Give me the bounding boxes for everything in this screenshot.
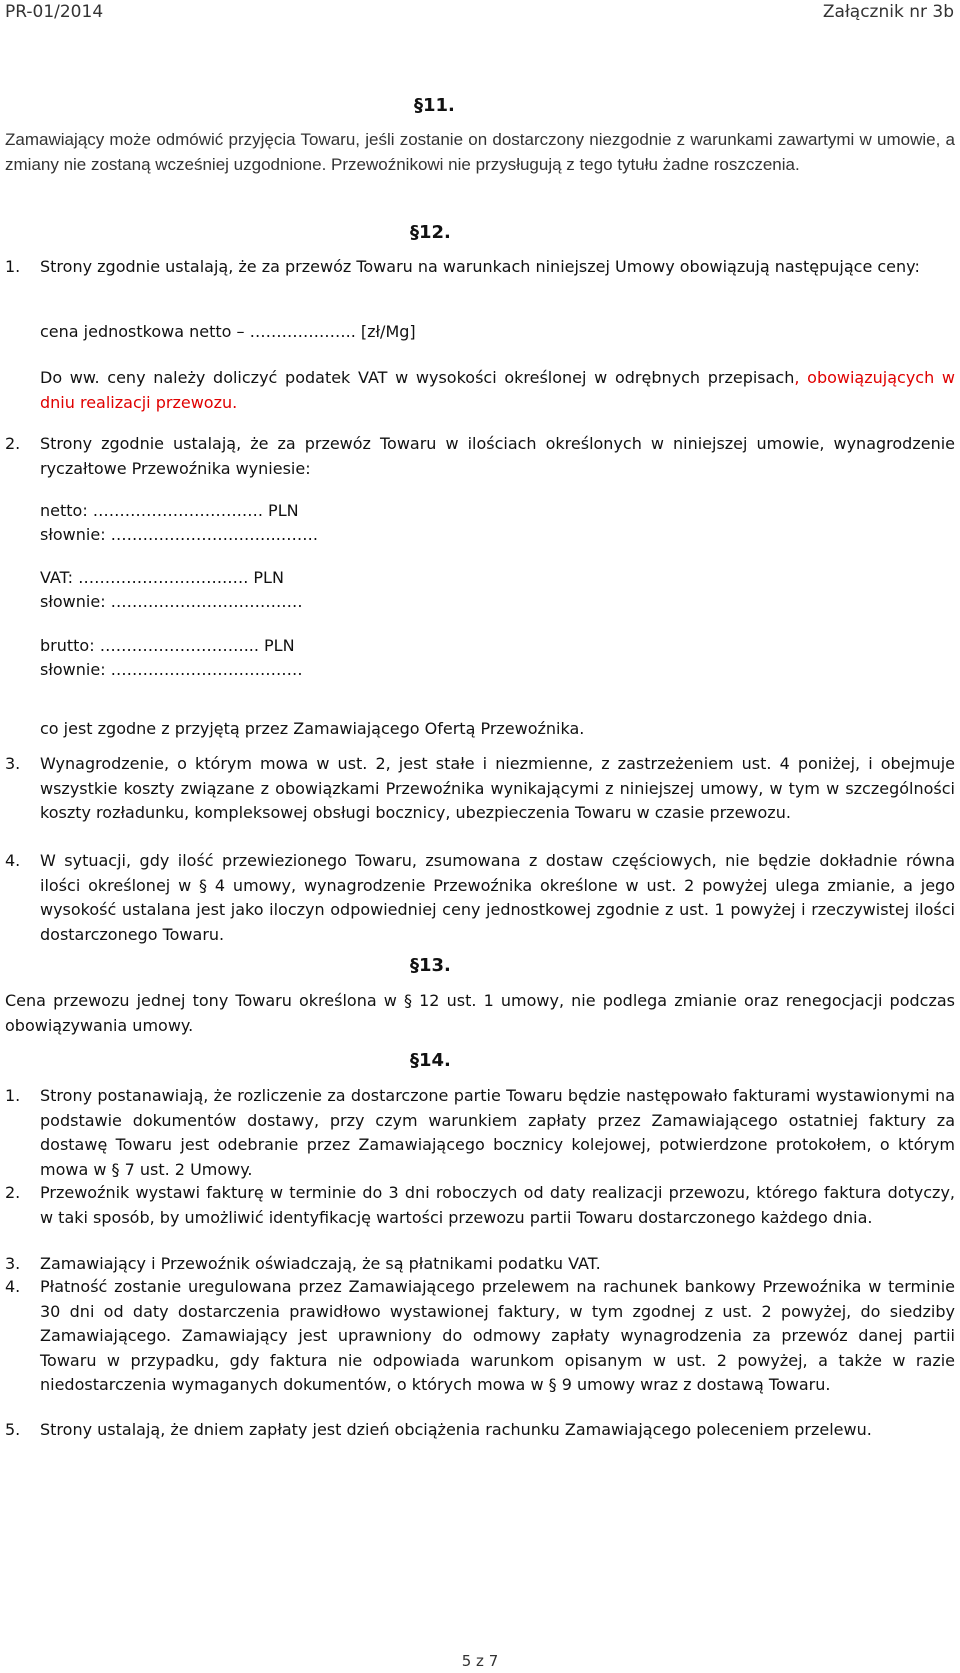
- section-12-title: §12.: [410, 222, 451, 243]
- list-number: 3.: [5, 1254, 21, 1273]
- brutto-line: brutto: ………………………... PLN: [40, 636, 295, 655]
- vat-words-line: słownie: ………………………………: [40, 592, 303, 611]
- list-number: 1.: [5, 1086, 21, 1105]
- section-13-title: §13.: [410, 955, 451, 976]
- list-number: 4.: [5, 851, 21, 870]
- page-number: 5 z 7: [461, 1652, 499, 1670]
- offer-line: co jest zgodne z przyjętą przez Zamawiającego Ofertą Przewoźnika.: [40, 719, 585, 738]
- brutto-words-line: słownie: ………………………………: [40, 660, 303, 679]
- vat-note: [40, 366, 955, 415]
- list-number: 3.: [5, 754, 21, 773]
- netto-words-line: słownie: …………………………..…….: [40, 525, 318, 544]
- section-12-point-2: Strony zgodnie ustalają, że za przewóz Towaru w ilościach określonych w niniejszej umowie, wynagrodzenie ryczałtowe Przewoźnika wyniesie:: [40, 434, 955, 478]
- section-12-point-4: W sytuacji, gdy ilość przewiezionego Towaru, zsumowana z dostaw częściowych, nie będzie dokładnie równa ilości określonej w § 4 umowy, wynagrodzenie Przewoźnika określone w ust. 2 powyżej ulega zmianie, a jego wysokość ustalana jest jako iloczyn odpowiedniej ceny jednostkowej zgodnie z ust. 1 powyżej i rzeczywistej ilości dostarczonego Towaru.: [40, 851, 955, 944]
- header-attachment-label: Załącznik nr 3b: [822, 2, 954, 22]
- list-number: 4.: [5, 1277, 21, 1296]
- vat-note-text: Do ww. ceny należy doliczyć podatek VAT w wysokości określonej w odrębnych przepisach: [40, 368, 795, 387]
- section-14-point-4: Płatność zostanie uregulowana przez Zamawiającego przelewem na rachunek bankowy Przewoźnika w terminie 30 dni od daty dostarczenia prawidłowo wystawionej faktury, w tym zgodnej z ust. 2 powyżej, do siedziby Zamawiającego. Zamawiający jest uprawniony do odmowy zapłaty wynagrodzenia za przewóz danej partii Towaru w przypadku, gdy faktura nie odpowiada warunkom opisanym w ust. 2 powyżej, a także w razie niedostarczenia wymaganych dokumentów, o których mowa w § 9 umowy wraz z dostawą Towaru.: [40, 1277, 955, 1394]
- list-number: 5.: [5, 1420, 21, 1439]
- section-13-text: Cena przewozu jednej tony Towaru określona w § 12 ust. 1 umowy, nie podlega zmianie oraz renegocjacji podczas obowiązywania umowy.: [5, 991, 955, 1035]
- section-11-title: §11.: [414, 95, 455, 116]
- section-14-point-1: Strony postanawiają, że rozliczenie za dostarczone partie Towaru będzie następowało fakturami wystawionymi na podstawie dokumentów dostawy, przy czym warunkiem zapłaty przez Zamawiającego ostatniej faktury za dostawę Towaru jest odebranie przez Zamawiającego bocznicy kolejowej, potwierdzone protokołem, o którym mowa w § 7 ust. 2 Umowy.: [40, 1086, 955, 1179]
- vat-note-highlight: , obowiązujących w dniu realizacji przewozu.: [40, 368, 956, 412]
- section-14-point-5: Strony ustalają, że dniem zapłaty jest dzień obciążenia rachunku Zamawiającego poleceniem przelewu.: [40, 1420, 872, 1439]
- section-14-point-2: Przewoźnik wystawi fakturę w terminie do 3 dni roboczych od daty realizacji przewozu, którego faktura dotyczy, w taki sposób, by umożliwić identyfikację wartości przewozu partii Towaru dostarczonego każdego dnia.: [40, 1183, 955, 1227]
- section-14-title: §14.: [410, 1050, 451, 1071]
- section-14-point-3: Zamawiający i Przewoźnik oświadczają, że są płatnikami podatku VAT.: [40, 1254, 601, 1273]
- list-number: 2.: [5, 434, 21, 453]
- netto-line: netto: ……………………….…. PLN: [40, 501, 299, 520]
- section-12-point-3: Wynagrodzenie, o którym mowa w ust. 2, jest stałe i niezmienne, z zastrzeżeniem ust. 4 poniżej, i obejmuje wszystkie koszty związane z obowiązkami Przewoźnika wynikającymi z niniejszej umowy, w tym w szczególności koszty rozładunku, kompleksowej obsługi bocznicy, ubezpieczenia Towaru w czasie przewozu.: [40, 754, 955, 822]
- vat-line: VAT: ……………………….…. PLN: [40, 568, 284, 587]
- unit-price-line: cena jednostkowa netto – ……………….. [zł/Mg]: [40, 322, 416, 341]
- section-12-point-1: Strony zgodnie ustalają, że za przewóz Towaru na warunkach niniejszej Umowy obowiązują następujące ceny:: [40, 257, 920, 276]
- header-doc-number: PR-01/2014: [5, 2, 104, 22]
- section-11-text: Zamawiający może odmówić przyjęcia Towaru, jeśli zostanie on dostarczony niezgodnie z warunkami zawartymi w umowie, a zmiany nie zostaną wcześniej uzgodnione. Przewoźnikowi nie przysługują z tego tytułu żadne roszczenia.: [5, 130, 955, 174]
- list-number: 1.: [5, 257, 21, 276]
- list-number: 2.: [5, 1183, 21, 1202]
